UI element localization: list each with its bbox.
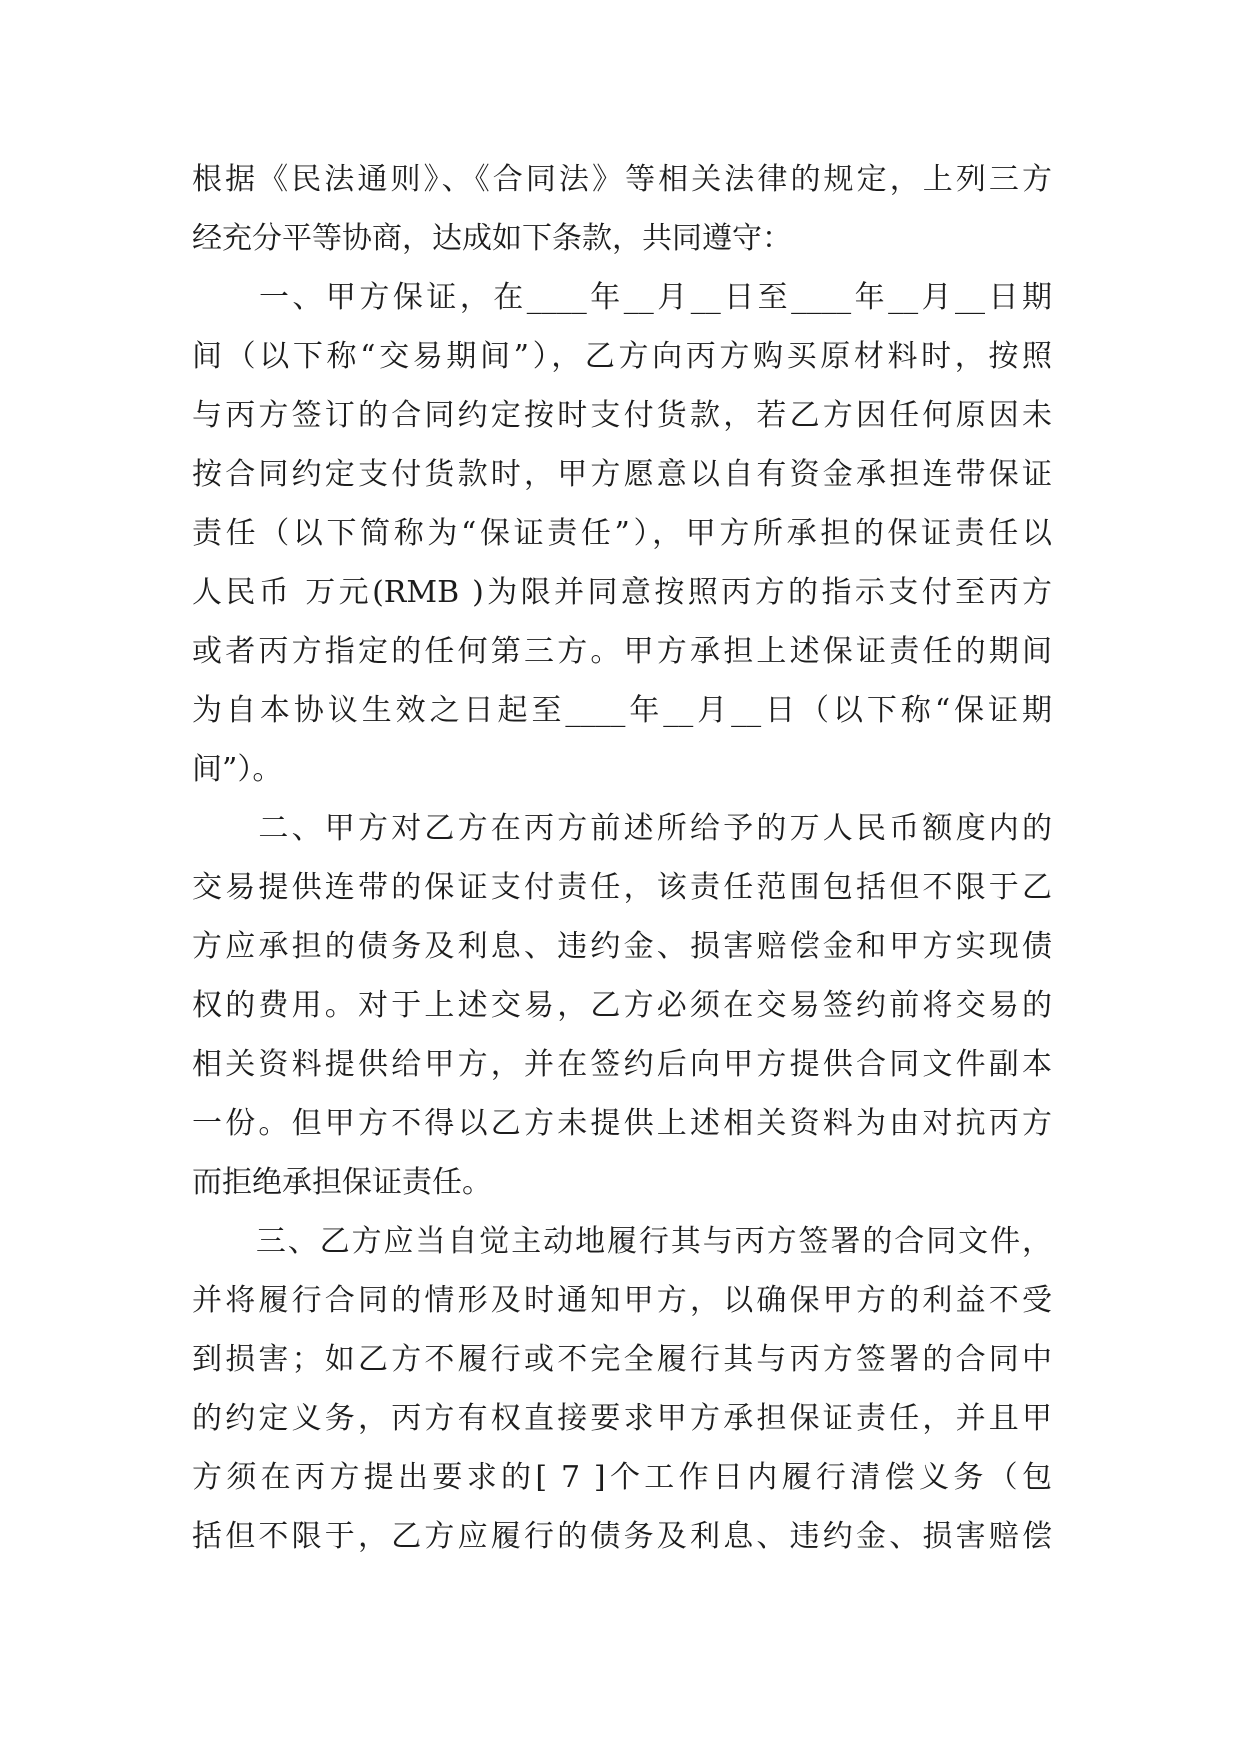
document-body [192,150,1052,1566]
text-line: 权的费用。对于上述交易，乙方必须在交易签约前将交易的 [192,988,1052,1023]
text-line: 的约定义务，丙方有权直接要求甲方承担保证责任，并且甲 [192,1401,1052,1436]
text-line: 或者丙方指定的任何第三方。甲方承担上述保证责任的期间 [192,634,1052,669]
text-line: 方应承担的债务及利息、违约金、损害赔偿金和甲方实现债 [192,929,1052,964]
text-line: 到损害；如乙方不履行或不完全履行其与丙方签署的合同中 [192,1342,1052,1377]
paragraph-clause-2 [192,799,1052,1212]
text-line: 经充分平等协商，达成如下条款，共同遵守： [192,221,792,256]
text-line: 方须在丙方提出要求的[ 7 ]个工作日内履行清偿义务（包 [192,1460,1052,1495]
text-line: 三、乙方应当自觉主动地履行其与丙方签署的合同文件， [192,1224,1052,1259]
text-line: 二、甲方对乙方在丙方前述所给予的万人民币额度内的 [192,811,1052,846]
text-line: 而拒绝承担保证责任。 [192,1165,492,1200]
text-line: 括但不限于，乙方应履行的债务及利息、违约金、损害赔偿 [192,1519,1052,1554]
text-line: 与丙方签订的合同约定按时支付货款，若乙方因任何原因未 [192,398,1052,433]
paragraph-clause-1 [192,268,1052,799]
text-line: 并将履行合同的情形及时通知甲方，以确保甲方的利益不受 [192,1283,1052,1318]
text-line: 间”）。 [192,752,283,787]
paragraph-clause-3 [192,1212,1052,1566]
text-line: 一份。但甲方不得以乙方未提供上述相关资料为由对抗丙方 [192,1106,1052,1141]
paragraph-preamble [192,150,1052,268]
text-line: 相关资料提供给甲方，并在签约后向甲方提供合同文件副本 [192,1047,1052,1082]
text-line: 间（以下称“交易期间”），乙方向丙方购买原材料时，按照 [192,339,1052,374]
text-line: 根据《民法通则》、《合同法》等相关法律的规定，上列三方 [192,162,1052,197]
text-line: 一、甲方保证，在____年__月__日至____年__月__日期 [192,280,1052,315]
text-line: 交易提供连带的保证支付责任，该责任范围包括但不限于乙 [192,870,1052,905]
text-line: 责任（以下简称为“保证责任”），甲方所承担的保证责任以 [192,516,1052,551]
text-line: 按合同约定支付货款时，甲方愿意以自有资金承担连带保证 [192,457,1052,492]
text-line: 为自本协议生效之日起至____年__月__日（以下称“保证期 [192,693,1052,728]
text-line: 人民币 万元(RMB )为限并同意按照丙方的指示支付至丙方 [192,575,1052,610]
